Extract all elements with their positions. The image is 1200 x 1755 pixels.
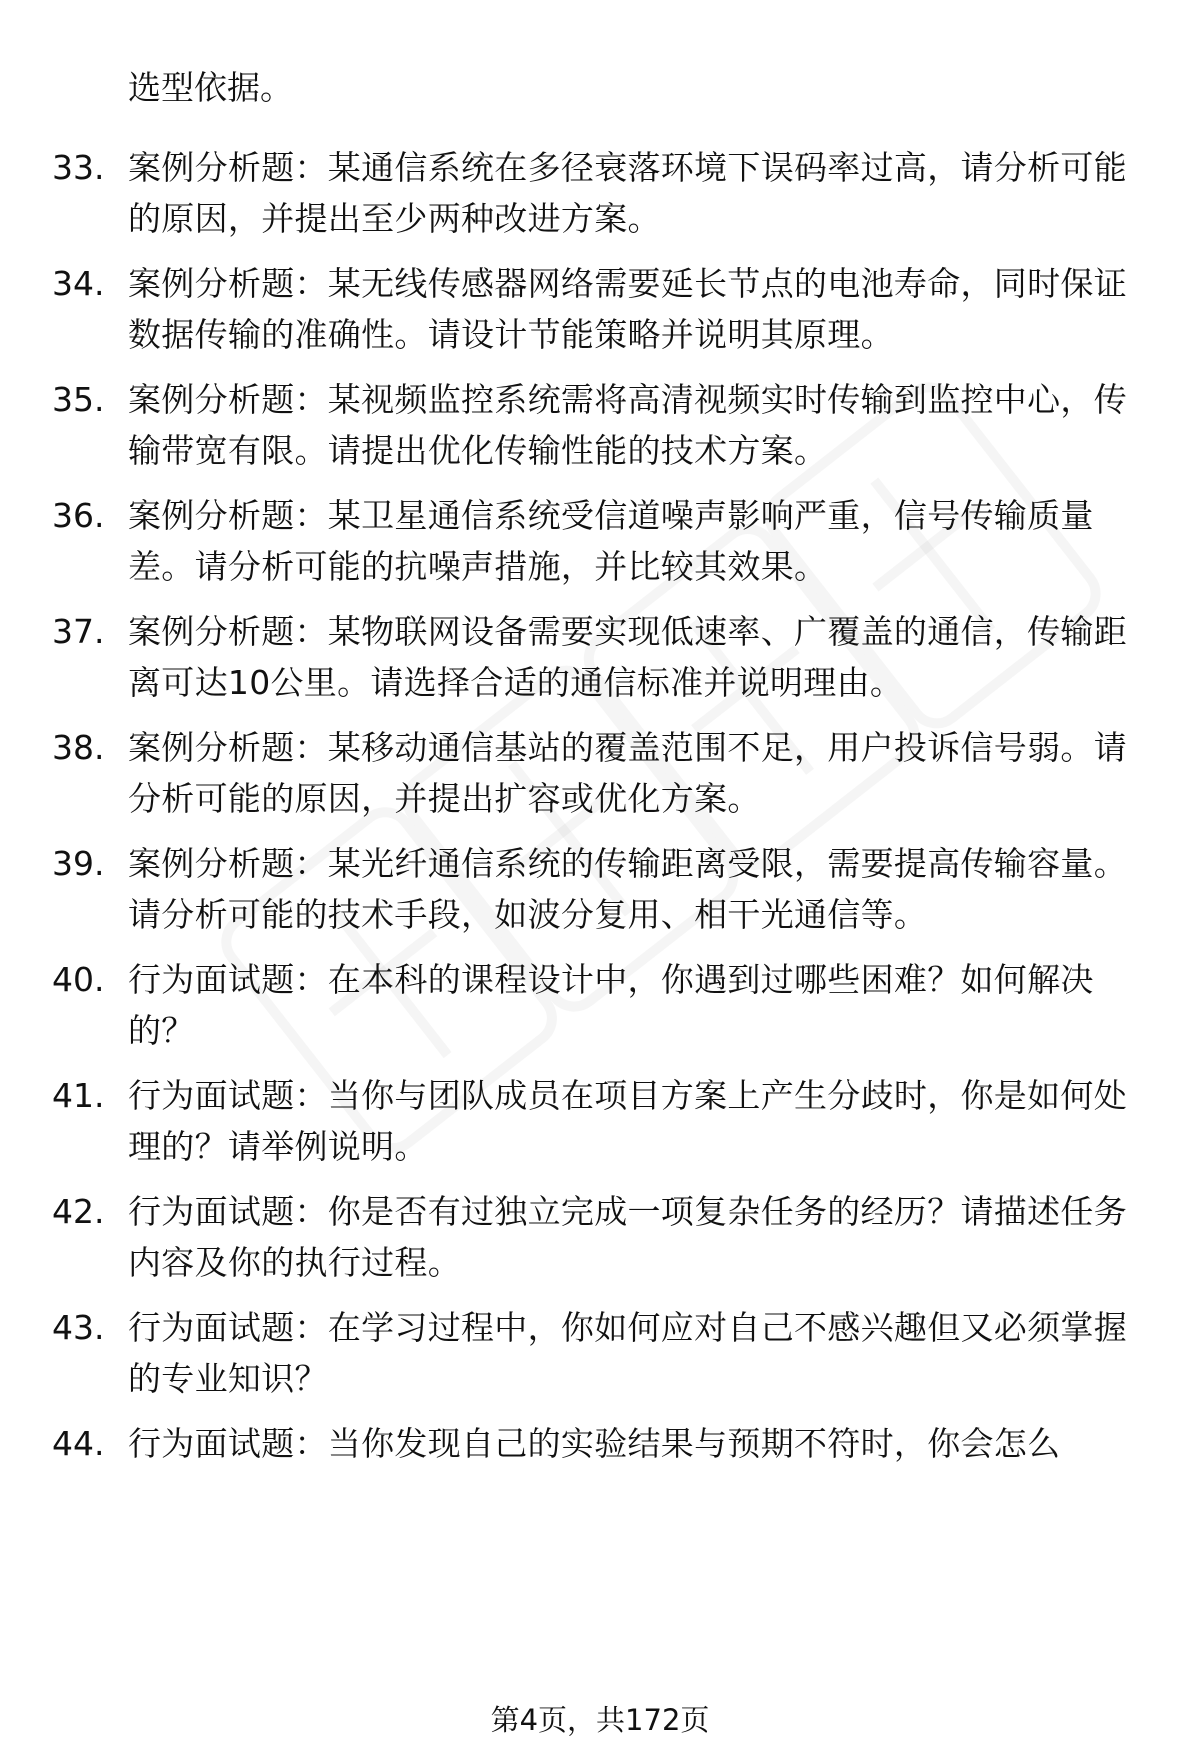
question-number: 39. [52, 844, 105, 883]
question-item [0, 374, 1200, 484]
question-text: 行为面试题：当你与团队成员在项目方案上产生分歧时，你是如何处理的？请举例说明。 [128, 1076, 1127, 1166]
question-item [0, 838, 1200, 948]
question-text: 行为面试题：在学习过程中，你如何应对自己不感兴趣但又必须掌握的专业知识？ [128, 1308, 1127, 1398]
question-item [0, 142, 1200, 252]
question-item [0, 606, 1200, 716]
question-number: 43. [52, 1308, 105, 1347]
question-item [0, 1186, 1200, 1296]
continuation-text: 选型依据。 [128, 68, 293, 107]
question-text: 案例分析题：某物联网设备需要实现低速率、广覆盖的通信，传输距离可达10公里。请选择合适的通信标准并说明理由。 [128, 612, 1127, 702]
question-text: 案例分析题：某卫星通信系统受信道噪声影响严重，信号传输质量差。请分析可能的抗噪声措施，并比较其效果。 [128, 496, 1094, 586]
question-text: 案例分析题：某通信系统在多径衰落环境下误码率过高，请分析可能的原因，并提出至少两种改进方案。 [128, 148, 1127, 238]
question-number: 33. [52, 148, 105, 187]
question-text: 行为面试题：你是否有过独立完成一项复杂任务的经历？请描述任务内容及你的执行过程。 [128, 1192, 1127, 1282]
question-number: 41. [52, 1076, 105, 1115]
question-item [0, 954, 1200, 1064]
question-item [0, 258, 1200, 368]
question-number: 34. [52, 264, 105, 303]
question-text: 案例分析题：某无线传感器网络需要延长节点的电池寿命，同时保证数据传输的准确性。请设计节能策略并说明其原理。 [128, 264, 1127, 354]
question-number: 38. [52, 728, 105, 767]
question-number: 35. [52, 380, 105, 419]
question-item [0, 1070, 1200, 1180]
question-text: 案例分析题：某视频监控系统需将高清视频实时传输到监控中心，传输带宽有限。请提出优化传输性能的技术方案。 [128, 380, 1127, 470]
question-number: 37. [52, 612, 105, 651]
page-footer: 第4页，共172页 [490, 1703, 710, 1737]
question-number: 40. [52, 960, 105, 999]
question-item [0, 1302, 1200, 1412]
question-text: 案例分析题：某光纤通信系统的传输距离受限，需要提高传输容量。请分析可能的技术手段，如波分复用、相干光通信等。 [128, 844, 1127, 934]
question-text: 行为面试题：在本科的课程设计中，你遇到过哪些困难？如何解决的？ [128, 960, 1094, 1050]
question-text: 案例分析题：某移动通信基站的覆盖范围不足，用户投诉信号弱。请分析可能的原因，并提出扩容或优化方案。 [128, 728, 1127, 818]
question-item [0, 490, 1200, 600]
question-item [0, 722, 1200, 832]
question-number: 42. [52, 1192, 105, 1231]
question-number: 44. [52, 1424, 105, 1463]
question-number: 36. [52, 496, 105, 535]
question-text: 行为面试题：当你发现自己的实验结果与预期不符时，你会怎么 [128, 1424, 1061, 1463]
question-item [0, 1418, 1200, 1473]
